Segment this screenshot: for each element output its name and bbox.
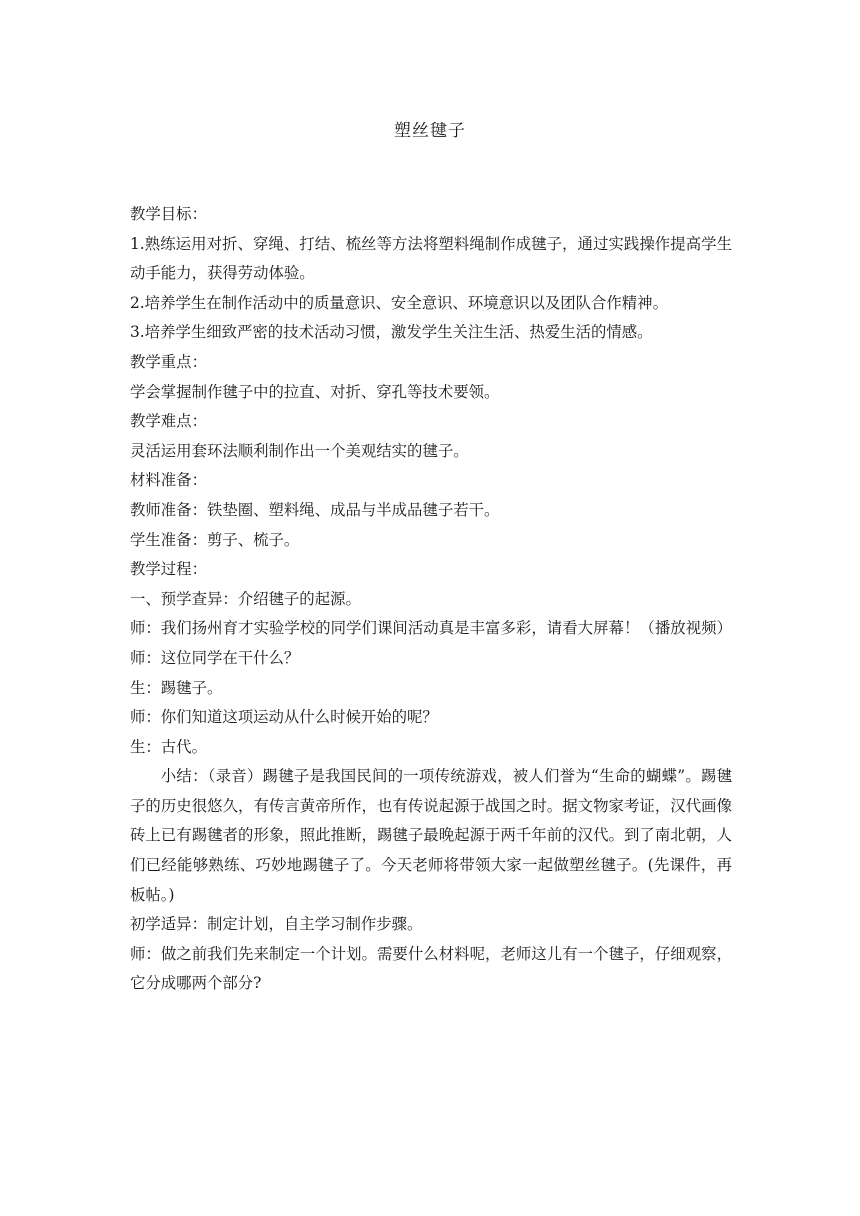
paragraph: 教学目标： [130,205,207,223]
paragraph: 3.培养学生细致严密的技术活动习惯，激发学生关注生活、热爱生活的情感。 [130,323,653,342]
paragraph: 小结：（录音）踢毽子是我国民间的一项传统游戏，被人们誉为“生命的蝴蝶”。踢毽子的历史很悠久，有传言黄帝所作，也有传说起源于战国之时。据文物家考证，汉代画像砖上已有踢毽者的形象，照此推断，踢毽子最晚起源于两千年前的汉代。到了南北朝，人们已经能够熟练、巧妙地踢毽子了。今天老师将带领大家一起做塑丝毽子。(先课件，再板帖。) [130,767,732,904]
paragraph: 1.熟练运用对折、穿绳、打结、梳丝等方法将塑料绳制作成毽子，通过实践操作提高学生动手能力，获得劳动体验。 [130,234,732,283]
paragraph: 教学重点： [130,352,207,371]
paragraph: 教学过程： [130,560,207,579]
paragraph: 生：踢毽子。 [130,678,223,697]
paragraph: 教师准备：铁垫圈、塑料绳、成品与半成品毽子若干。 [130,500,500,519]
paragraph: 学会掌握制作毽子中的拉直、对折、穿孔等技术要领。 [130,382,500,401]
paragraph: 一、预学查异：介绍毽子的起源。 [130,589,361,608]
document-title: 塑丝毽子 [394,121,466,141]
paragraph: 2.培养学生在制作活动中的质量意识、安全意识、环境意识以及团队合作精神。 [130,293,668,312]
paragraph: 灵活运用套环法顺利制作出一个美观结实的毽子。 [130,441,469,460]
paragraph: 材料准备： [130,471,207,490]
paragraph: 师：做之前我们先来制定一个计划。需要什么材料呢，老师这儿有一个毽子，仔细观察，它分成哪两个部分? [130,944,732,993]
paragraph: 师：我们扬州育才实验学校的同学们课间活动真是丰富多彩，请看大屏幕！（播放视频）师：这位同学在干什么？ [130,619,732,667]
paragraph: 教学难点： [130,412,207,431]
paragraph: 生：古代。 [130,737,207,756]
paragraph: 学生准备：剪子、梳子。 [130,530,300,549]
paragraph: 师：你们知道这项运动从什么时候开始的呢？ [130,708,438,727]
paragraph: 初学适异：制定计划，自主学习制作步骤。 [130,915,423,934]
document-body [130,200,732,999]
